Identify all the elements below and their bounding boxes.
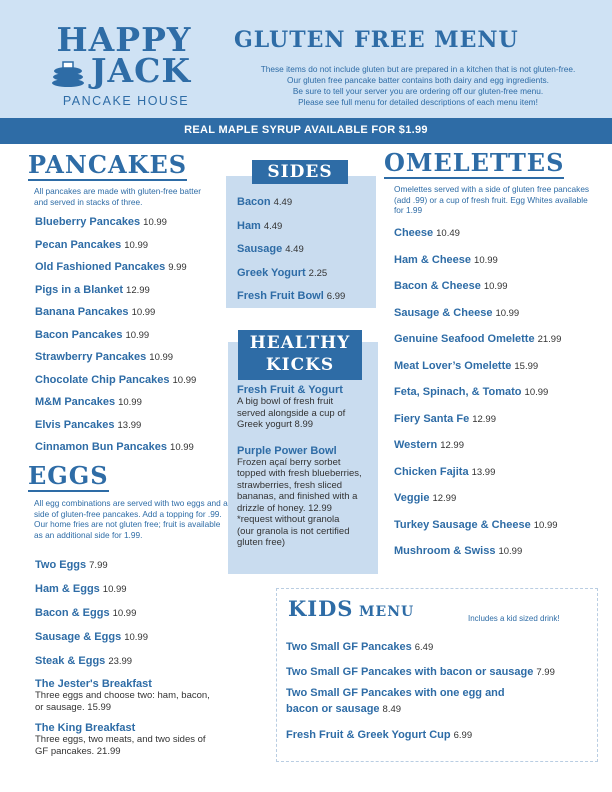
list-item [286,725,594,750]
item-name: Fiery Santa Fe [394,412,470,425]
list-item [394,303,608,330]
item-name: Meat Lover’s Omelette [394,359,512,372]
item-desc: Greek yogurt 8.99 [237,419,314,430]
item-name: Cheese [394,227,434,239]
item-name: Veggie [394,492,430,504]
intro-line: Our gluten free pancake batter contains both dairy and egg ingredients. [287,75,549,85]
sides-list [237,192,372,310]
pancakes-title: PANCAKES [28,150,188,179]
item-desc: bananas, and finished with a [237,491,358,502]
list-item [35,347,225,370]
item-desc: topped with fresh blueberries, [237,468,362,479]
item-name: Sausage [237,243,283,255]
list-item [237,263,372,287]
item-name: Chicken Fajita [394,465,469,478]
list-item [237,239,372,263]
item-name: Steak & Eggs [35,655,106,667]
item-price: 10.99 [124,239,149,251]
list-item [35,392,225,415]
item-desc: gluten free) [237,537,286,548]
item-name: Ham [237,219,261,232]
list-item [286,687,594,725]
item-name: Two Small GF Pancakes with one egg and [286,687,505,699]
list-item [35,437,225,460]
logo-subtitle: PANCAKE HOUSE [62,94,190,108]
item-price: 10.99 [131,307,156,318]
item-price: 6.99 [326,291,346,302]
healthy-list [237,384,377,549]
item-name: Chocolate Chip Pancakes [35,373,170,386]
item-price: 10.99 [149,352,174,363]
item-name: Bacon [237,196,271,208]
item-desc: Three eggs, two meats, and two sides of [35,734,206,745]
item-name: Bacon Pancakes [35,328,123,341]
item-name: Mushroom & Swiss [394,545,496,557]
item-name: Sausage & Eggs [35,631,122,643]
item-name: Fresh Fruit & Greek Yogurt Cup [286,729,451,741]
item-price: 10.99 [170,442,194,453]
list-item [286,637,594,662]
item-price: 10.99 [118,397,142,408]
item-name: Genuine Seafood Omelette [394,333,535,345]
list-item [237,286,372,310]
item-name: Ham & Cheese [394,253,472,266]
omelettes-note [394,184,606,216]
item-name: Fresh Fruit & Yogurt [237,384,343,396]
item-name: Banana Pancakes [35,306,129,318]
list-item [237,192,372,216]
item-name: Two Eggs [35,559,87,571]
item-name: bacon or sausage [286,703,380,715]
list-item [35,257,225,280]
item-price: 13.99 [471,466,496,478]
item-price: 10.99 [102,584,127,595]
pancakes-list [35,212,225,460]
eggs-heading [28,461,109,490]
item-price: 10.99 [124,632,148,643]
item-name: Purple Power Bowl [237,444,337,457]
list-item [394,223,608,250]
item-name: Elvis Pancakes [35,418,115,431]
list-item [394,382,608,409]
list-item [35,370,225,393]
item-price: 10.99 [495,307,520,319]
intro-text [228,64,608,108]
item-price: 15.99 [514,360,539,372]
item-desc: Frozen açaí berry sorbet [237,456,341,468]
kids-title-menu: MENU [359,604,415,620]
list-item [35,627,225,651]
item-price: 9.99 [168,262,187,273]
intro-line: Please see full menu for detailed descriptions of each menu item! [298,97,538,107]
omelettes-heading [384,148,564,177]
note-line: Our home fries are not gluten free; fruit is available [34,519,221,529]
item-name: Blueberry Pancakes [35,216,141,228]
list-item [237,216,372,240]
omelettes-title: OMELETTES [384,148,565,177]
list-item [394,409,608,436]
item-name: M&M Pancakes [35,396,116,408]
note-line: for 1.99 [394,205,423,215]
pancake-stack-icon [51,58,85,88]
list-item [394,541,608,568]
item-price: 23.99 [108,656,133,667]
item-name: Bacon & Cheese [394,280,481,292]
list-item [35,325,225,348]
item-name: The King Breakfast [35,722,136,734]
omelettes-list [394,223,608,568]
item-price: 7.99 [536,667,555,678]
item-desc: strawberries, fresh sliced [237,479,343,491]
item-price: 12.99 [440,440,464,451]
list-item [35,579,225,603]
item-price: 10.99 [112,608,137,619]
item-desc: *request without granola [237,514,340,525]
eggs-title: EGGS [28,461,109,490]
item-name: Two Small GF Pancakes [286,641,412,653]
kids-list [286,637,594,750]
item-price: 10.99 [172,374,197,386]
item-price: 10.99 [498,546,523,557]
item-name: The Jester's Breakfast [35,678,152,690]
logo-line-jack: JACK [90,51,192,90]
item-price: 10.99 [125,329,150,341]
list-item [394,329,608,356]
item-price: 10.49 [436,228,460,239]
note-line: and served in stacks of three. [34,196,143,207]
note-line: Omelettes served with a side of gluten free pancakes [394,184,590,194]
item-price: 7.99 [89,560,108,571]
item-price: 13.99 [117,419,142,431]
special-item [237,384,377,431]
item-name: Old Fashioned Pancakes [35,261,166,273]
item-name: Strawberry Pancakes [35,351,147,363]
item-name: Turkey Sausage & Cheese [394,518,531,531]
healthy-title-line: HEALTHY [249,333,351,353]
item-desc: drizzle of honey. 12.99 [237,502,332,514]
eggs-list [35,555,225,757]
list-item [394,435,608,462]
note-line: side of gluten-free pancakes. Add a topping for .99. [34,508,222,519]
logo-line-happy: HAPPY [56,20,192,59]
item-price: 4.49 [285,244,304,255]
page-title: GLUTEN FREE MENU [234,27,519,53]
kids-title: KIDS [288,596,354,621]
list-item [35,555,225,579]
list-item [394,488,608,515]
item-price: 4.49 [263,220,283,232]
list-item [35,651,225,678]
list-item [394,462,608,489]
healthy-kicks-title [238,330,362,380]
note-line: as an additional side for 1.99. [34,529,143,540]
item-price: 10.99 [483,281,508,292]
item-name: Western [394,439,438,451]
note-line: All pancakes are made with gluten-free batter [34,186,201,196]
list-item [394,250,608,277]
special-item [35,722,225,757]
sides-title: SIDES [252,160,348,184]
pancakes-heading [28,150,187,179]
item-name: Pecan Pancakes [35,238,122,251]
item-price: 10.99 [474,254,498,266]
list-item [35,212,225,235]
intro-line: Be sure to tell your server you are ordering off our gluten-free menu. [292,86,544,96]
item-price: 6.49 [414,642,434,653]
kids-drink-note: Includes a kid sized drink! [468,614,560,623]
eggs-note [34,498,228,540]
item-desc: A big bowl of fresh fruit [237,396,334,407]
item-desc: Three eggs and choose two: ham, bacon, [35,690,210,701]
item-price: 12.99 [126,284,150,296]
item-name: Fresh Fruit Bowl [237,290,324,302]
list-item [35,603,225,627]
list-item [394,356,608,383]
item-desc: served alongside a cup of [237,407,346,419]
item-desc: (our granola is not certified [237,525,350,537]
item-name: Ham & Eggs [35,583,100,595]
item-price: 2.25 [308,267,328,279]
item-name: Greek Yogurt [237,266,306,279]
list-item [394,276,608,303]
item-name: Two Small GF Pancakes with bacon or sausage [286,666,534,678]
special-item [237,445,377,549]
item-price: 10.99 [524,387,549,398]
item-name: Pigs in a Blanket [35,283,124,296]
list-item [35,280,225,303]
item-name: Sausage & Cheese [394,306,493,319]
item-desc: or sausage. 15.99 [35,701,112,713]
intro-line: These items do not include gluten but are prepared in a kitchen that is not gluten-free. [260,64,576,74]
item-price: 10.99 [143,217,167,228]
list-item [35,235,225,258]
note-line: All egg combinations are served with two eggs and a [34,498,228,508]
list-item [286,662,594,687]
item-desc: GF pancakes. 21.99 [35,745,121,757]
list-item [35,415,225,438]
item-price: 12.99 [432,493,457,504]
special-item [35,678,225,722]
list-item [394,515,608,542]
item-name: Cinnamon Bun Pancakes [35,441,168,453]
pancakes-note [34,186,201,207]
item-price: 4.49 [273,197,293,208]
item-price: 10.99 [533,519,558,531]
healthy-title-line: KICKS [265,355,335,375]
list-item [35,302,225,325]
kids-menu-heading [288,596,414,621]
syrup-banner-text: REAL MAPLE SYRUP AVAILABLE FOR $1.99 [184,124,428,136]
item-name: Feta, Spinach, & Tomato [394,386,522,398]
item-price: 12.99 [472,413,496,425]
item-price: 21.99 [537,334,562,345]
item-name: Bacon & Eggs [35,607,110,619]
item-price: 6.99 [453,730,473,741]
item-price: 8.49 [382,704,402,715]
note-line: (add .99) or a cup of fresh fruit. Egg Whites available [394,194,588,205]
